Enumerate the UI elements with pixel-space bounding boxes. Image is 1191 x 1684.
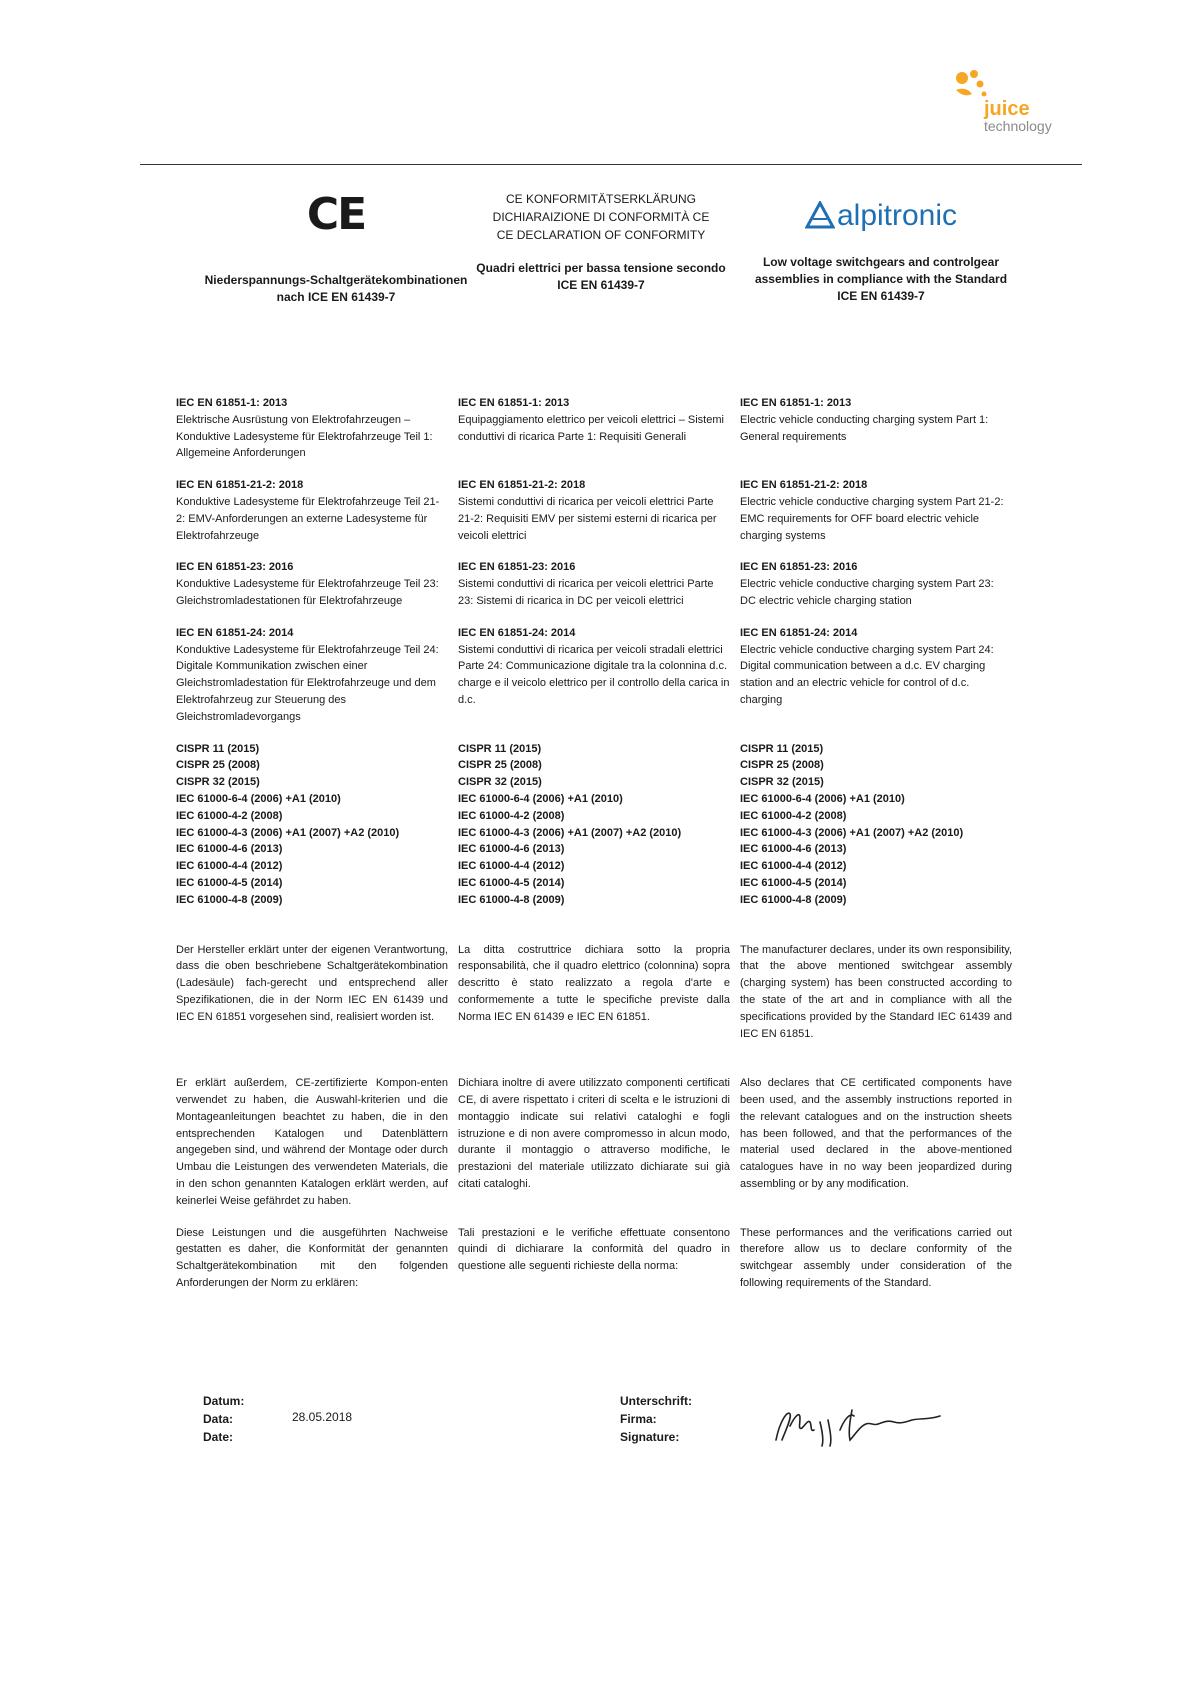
emc-standard-item: IEC 61000-4-2 (2008) [176, 809, 283, 822]
signature-label-en: Signature: [620, 1430, 680, 1444]
emc-standard-item: IEC 61000-4-2 (2008) [458, 809, 565, 822]
title-line-en: CE DECLARATION OF CONFORMITY [496, 228, 706, 242]
emc-standard-item: IEC 61000-4-8 (2009) [458, 893, 565, 906]
emc-standard-item: IEC 61000-4-8 (2009) [740, 893, 847, 906]
emc-standard-item: CISPR 25 (2008) [740, 759, 824, 772]
juice-word: juice [984, 98, 1030, 120]
standard-code: IEC EN 61851-1: 2013 [740, 397, 852, 409]
emc-standard-item: CISPR 32 (2015) [176, 776, 260, 789]
paragraph-it: La ditta costruttrice dichiara sotto la propria responsabilità, che il quadro elettrico (colonnina) sopra descritto è stato realizzato a regola d'arte e conformemente a tutte le specifiche previste dalla Norma IEC EN 61439 e IEC EN 61851. [458, 943, 730, 1023]
it-title: Quadri elettrici per bassa tensione secondo ICE EN 61439-7 [476, 261, 726, 292]
emc-standard-item: CISPR 11 (2015) [740, 742, 824, 755]
signature-labels [620, 1392, 692, 1446]
standard-code: IEC EN 61851-23: 2016 [458, 561, 576, 574]
standard-code: IEC EN 61851-1: 2013 [458, 397, 570, 409]
emc-standard-item: IEC 61000-4-3 (2006) +A1 (2007) +A2 (2010) [176, 826, 400, 839]
date-label-en: Date: [203, 1430, 234, 1444]
header-it [465, 190, 737, 294]
emc-standard-item: IEC 61000-4-3 (2006) +A1 (2007) +A2 (2010) [458, 826, 682, 839]
de-title: Niederspannungs-Schaltgerätekombinationen nach ICE EN 61439-7 [204, 273, 468, 304]
emc-standard-item: IEC 61000-4-4 (2012) [740, 860, 847, 873]
emc-standard-item: IEC 61000-6-4 (2006) +A1 (2010) [458, 792, 623, 805]
emc-standard-item: IEC 61000-6-4 (2006) +A1 (2010) [740, 792, 905, 805]
emc-standard-item: IEC 61000-4-4 (2012) [176, 860, 283, 873]
standard-code: IEC EN 61851-24: 2014 [176, 626, 294, 639]
standard-code: IEC EN 61851-21-2: 2018 [176, 479, 304, 492]
emc-standard-item: CISPR 32 (2015) [458, 776, 542, 789]
emc-standard-item: CISPR 11 (2015) [176, 742, 260, 755]
emc-standard-item: IEC 61000-4-6 (2013) [740, 843, 847, 856]
date-label-de: Datum: [203, 1394, 245, 1408]
alpitronic-triangle-icon [805, 201, 835, 229]
standard-text-it: Equipaggiamento elettrico per veicoli elettrici – Sistemi conduttivi di ricarica Parte 1: Requisiti Generali [458, 413, 724, 443]
declaration-paragraph-row [176, 1075, 1014, 1209]
signature-label-it: Firma: [620, 1412, 657, 1426]
emc-standard-item: CISPR 25 (2008) [176, 759, 260, 772]
standard-text-en: Electric vehicle conductive charging system Part 23: DC electric vehicle charging station [740, 578, 994, 607]
ce-mark-logo: CE [306, 189, 366, 240]
standard-text-it: Sistemi conduttivi di ricarica per veicoli elettrici Parte 23: Sistemi di ricarica in DC per veicoli elettrici [458, 578, 714, 607]
paragraph-it: Dichiara inoltre di avere utilizzato componenti certificati CE, di avere rispettato i criteri di scelta e le istruzioni di montaggio indicate sui relativi cataloghi e fogli istruzione e di non avere compromesso in alcun modo, durante il montaggio o attraverso modifiche, le prestazioni del materiale utilizzato dichiarate sui già citati cataloghi. [458, 1077, 730, 1191]
date-value: 28.05.2018 [292, 1410, 353, 1424]
emc-standard-item: CISPR 32 (2015) [740, 776, 824, 789]
standard-text-de: Konduktive Ladesysteme für Elektrofahrzeuge Teil 24: Digitale Kommunikation zwischen einer Gleichstromladestation für Elektrofahrzeuge und dem Elektrofahrzeug zur Steuerung des Gleichstromladevorgangs [176, 643, 439, 723]
title-line-de: CE KONFORMITÄTSERKLÄRUNG [505, 192, 697, 206]
standard-code: IEC EN 61851-21-2: 2018 [740, 479, 868, 492]
declaration-body [176, 395, 1014, 1292]
date-label-it: Data: [203, 1412, 234, 1426]
emc-list-de [176, 741, 448, 909]
paragraph-en: These performances and the verifications carried out therefore allow us to declare conformity of the switchgear assembly under consideration of the following requirements of the Standard. [740, 1226, 1012, 1290]
standard-code: IEC EN 61851-23: 2016 [176, 561, 294, 574]
juice-technology-logo [950, 68, 1080, 138]
standard-text-en: Electric vehicle conducting charging system Part 1: General requirements [740, 413, 989, 443]
declaration-paragraph-row [176, 942, 1014, 1043]
emc-standard-item: IEC 61000-4-4 (2012) [458, 860, 565, 873]
alpitronic-logo [745, 190, 1017, 240]
paragraph-de: Er erklärt außerdem, CE-zertifizierte Kompon-enten verwendet zu haben, die Auswahl-kriterien und die Montageanleitungen beachtet zu haben, die in den entsprechenden Katalogen und Datenblättern angegeben sind, und während der Montage oder durch Umbau die Leistungen des verwendeten Materials, die in den schon genannten Katalogen erklärt werden, auf keinerlei Weise gefährdet zu haben. [176, 1077, 448, 1207]
emc-list-en [740, 741, 1012, 909]
standard-code: IEC EN 61851-24: 2014 [740, 626, 858, 639]
emc-standard-item: IEC 61000-4-3 (2006) +A1 (2007) +A2 (2010) [740, 826, 964, 839]
header-de [200, 190, 472, 306]
alpitronic-name: alpitronic [836, 198, 958, 232]
paragraph-de: Der Hersteller erklärt unter der eigenen Verantwortung, dass die oben beschriebene Schaltgerätekombination (Ladesäule) fach-gerecht und entsprechend aller Spezifikationen, die in der Norm IEC EN 61439 und IEC EN 61851 vorgesehen sind, realisiert worden ist. [176, 943, 448, 1023]
emc-standard-item: IEC 61000-4-5 (2014) [458, 876, 565, 889]
header-en [745, 190, 1017, 305]
standard-row [176, 395, 1014, 462]
emc-standard-item: IEC 61000-4-5 (2014) [176, 876, 283, 889]
standard-code: IEC EN 61851-21-2: 2018 [458, 479, 586, 492]
paragraph-de: Diese Leistungen und die ausgeführten Nachweise gestatten es daher, die Konformität der genannten Schaltgerätekombination mit den folgenden Anforderungen der Norm zu erklären: [176, 1226, 448, 1290]
handwritten-signature [770, 1400, 970, 1450]
paragraph-en: The manufacturer declares, under its own responsibility, that the above mentioned switchgear assembly (charging system) has been constructed according to the state of the art and in compliance with all the specifications provided by the Standard IEC 61439 and IEC EN 61851. [740, 943, 1012, 1040]
standard-text-en: Electric vehicle conductive charging system Part 21-2: EMC requirements for OFF board electric vehicle charging systems [740, 495, 1004, 542]
standard-text-de: Elektrische Ausrüstung von Elektrofahrzeugen – Konduktive Ladesysteme für Elektrofahrzeuge Teil 1: Allgemeine Anforderungen [176, 413, 433, 460]
standard-code: IEC EN 61851-24: 2014 [458, 626, 576, 639]
emc-standard-item: IEC 61000-4-6 (2013) [458, 843, 565, 856]
standard-code: IEC EN 61851-23: 2016 [740, 561, 858, 574]
declaration-paragraph-row [176, 1225, 1014, 1292]
date-labels [203, 1392, 244, 1446]
standard-text-de: Konduktive Ladesysteme für Elektrofahrzeuge Teil 23: Gleichstromladestationen für Elektrofahrzeuge [176, 578, 439, 607]
emc-standard-item: IEC 61000-6-4 (2006) +A1 (2010) [176, 792, 341, 805]
header-rule [140, 164, 1082, 165]
title-line-it: DICHIARAIZIONE DI CONFORMITÀ CE [492, 210, 710, 224]
emc-standards-row [176, 741, 1014, 909]
standard-code: IEC EN 61851-1: 2013 [176, 397, 288, 409]
standard-row [176, 625, 1014, 726]
en-title: Low voltage switchgears and controlgear assemblies in compliance with the Standard ICE EN 61439-7 [754, 255, 1008, 303]
standard-text-it: Sistemi conduttivi di ricarica per veicoli stradali elettrici Parte 24: Communicazione digitale tra la colonnina d.c. charge e il veicolo elettrico per il controllo della carica in d.c. [458, 643, 730, 706]
emc-list-it [458, 741, 730, 909]
emc-standard-item: IEC 61000-4-8 (2009) [176, 893, 283, 906]
paragraph-en: Also declares that CE certificated components have been used, and the assembly instructions reported in the relevant catalogues and on the instruction sheets has been followed, and that the performances of the material used declared in the above-mentioned catalogues have in no way been jeopardized during assembling or by any modification. [740, 1077, 1012, 1191]
emc-standard-item: IEC 61000-4-5 (2014) [740, 876, 847, 889]
technology-word: technology [984, 118, 1052, 134]
standard-row [176, 559, 1014, 609]
emc-standard-item: IEC 61000-4-2 (2008) [740, 809, 847, 822]
signature-label-de: Unterschrift: [620, 1394, 693, 1408]
emc-standard-item: CISPR 11 (2015) [458, 742, 542, 755]
standard-text-en: Electric vehicle conductive charging system Part 24: Digital communication between a d.c. EV charging station and an electric vehicle for control of d.c. charging [740, 643, 994, 706]
standard-text-it: Sistemi conduttivi di ricarica per veicoli elettrici Parte 21-2: Requisiti EMV per sistemi esterni di ricarica per veicoli elettrici [458, 495, 717, 542]
paragraph-it: Tali prestazioni e le verifiche effettuate consentono quindi di dichiarare la conformità del quadro in questione alle seguenti richieste della norma: [458, 1226, 730, 1273]
standard-row [176, 477, 1014, 544]
emc-standard-item: CISPR 25 (2008) [458, 759, 542, 772]
emc-standard-item: IEC 61000-4-6 (2013) [176, 843, 283, 856]
standard-text-de: Konduktive Ladesysteme für Elektrofahrzeuge Teil 21-2: EMV-Anforderungen an externe Ladesysteme für Elektrofahrzeuge [176, 495, 440, 542]
